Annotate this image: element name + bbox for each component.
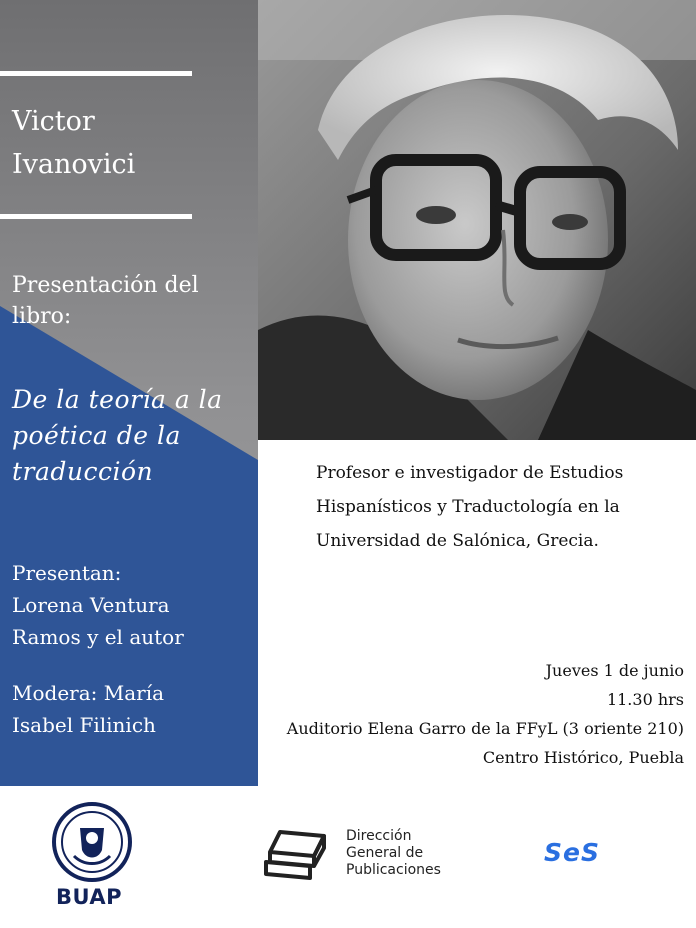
dgp-line-2: General de <box>346 845 424 861</box>
speaker-bio <box>316 456 686 558</box>
dgp-wordmark <box>346 828 441 879</box>
speaker-first-name: Victor <box>12 106 95 137</box>
book-title <box>12 382 258 490</box>
presentation-label: Presentación del libro: <box>12 273 199 329</box>
speaker-portrait <box>258 0 696 440</box>
buap-wordmark: BUAP <box>56 885 123 909</box>
presenters-line-2: Ramos y el autor <box>12 625 184 649</box>
event-date: Jueves 1 de junio <box>545 661 684 680</box>
presenters-line-1: Lorena Ventura <box>12 593 170 617</box>
presenters-heading: Presentan: <box>12 561 122 585</box>
portrait-image <box>258 0 696 440</box>
event-details <box>287 656 684 772</box>
presenters <box>12 557 184 653</box>
moderator-line-1: Modera: María <box>12 681 165 705</box>
book-title-line-3: traducción <box>12 457 154 486</box>
bottom-rule <box>0 214 192 219</box>
bio-line-2: Hispanísticos y Traductología en la <box>316 497 620 517</box>
speaker-last-name: Ivanovici <box>12 149 136 180</box>
top-rule <box>0 71 192 76</box>
event-location: Centro Histórico, Puebla <box>482 748 684 767</box>
bio-line-1: Profesor e investigador de Estudios <box>316 463 624 483</box>
book-title-line-1: De la teoría a la <box>12 385 223 414</box>
bio-line-3: Universidad de Salónica, Grecia. <box>316 531 599 551</box>
dgp-line-3: Publicaciones <box>346 862 441 878</box>
event-time: 11.30 hrs <box>606 690 684 709</box>
book-title-line-2: poética de la <box>12 421 181 450</box>
event-venue: Auditorio Elena Garro de la FFyL (3 oriente 210) <box>286 719 684 738</box>
dgp-line-1: Dirección <box>346 828 412 844</box>
speaker-name <box>12 100 135 186</box>
left-panel <box>0 0 258 786</box>
ses-logo: SeS <box>544 838 600 867</box>
books-icon <box>262 826 334 882</box>
moderator-line-2: Isabel Filinich <box>12 713 156 737</box>
moderator <box>12 677 164 741</box>
